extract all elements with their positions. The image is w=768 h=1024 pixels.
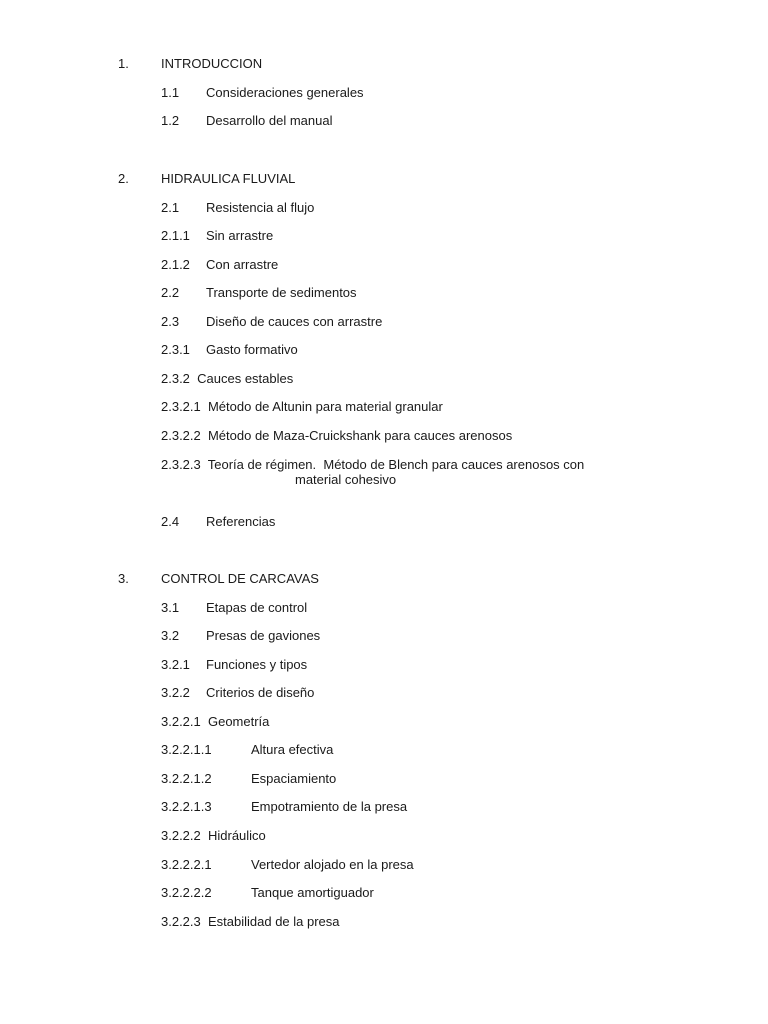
toc-title: Diseño de cauces con arrastre bbox=[206, 314, 383, 329]
toc-number: 3.2.1 bbox=[161, 657, 190, 672]
toc-number: 2. bbox=[118, 171, 129, 186]
toc-number: 3.2.2.1.2 bbox=[161, 771, 212, 786]
toc-entry-continuation: material cohesivo bbox=[295, 472, 397, 487]
toc-title: Presas de gaviones bbox=[206, 628, 321, 643]
toc-number: 2.1.1 bbox=[161, 228, 190, 243]
toc-title: Etapas de control bbox=[206, 600, 308, 615]
toc-number: 2.1.2 bbox=[161, 257, 190, 272]
toc-number: 3.2.2.1.3 bbox=[161, 799, 212, 814]
toc-entry: 2.3.2 Cauces estables bbox=[161, 371, 294, 386]
toc-title: Sin arrastre bbox=[206, 228, 274, 243]
toc-number: 1.2 bbox=[161, 113, 180, 128]
toc-title: Altura efectiva bbox=[251, 742, 334, 757]
toc-title: Empotramiento de la presa bbox=[251, 799, 408, 814]
toc-title: HIDRAULICA FLUVIAL bbox=[161, 171, 296, 186]
toc-number: 1. bbox=[118, 56, 129, 71]
toc-number: 2.3.1 bbox=[161, 342, 190, 357]
toc-title: Funciones y tipos bbox=[206, 657, 308, 672]
toc-number: 3.2.2.2.2 bbox=[161, 885, 212, 900]
toc-entry: 3.2.2.2 Hidráulico bbox=[161, 828, 266, 843]
toc-title: Tanque amortiguador bbox=[251, 885, 374, 900]
toc-title: Referencias bbox=[206, 514, 276, 529]
toc-title: INTRODUCCION bbox=[161, 56, 263, 71]
toc-number: 3.2.2 bbox=[161, 685, 190, 700]
toc-title: Espaciamiento bbox=[251, 771, 337, 786]
toc-number: 1.1 bbox=[161, 85, 180, 100]
toc-entry: 2.3.2.1 Método de Altunin para material granular bbox=[161, 399, 443, 414]
toc-title: Consideraciones generales bbox=[206, 85, 364, 100]
toc-number: 3. bbox=[118, 571, 129, 586]
toc-title: Con arrastre bbox=[206, 257, 279, 272]
toc-number: 2.1 bbox=[161, 200, 180, 215]
toc-number: 3.2 bbox=[161, 628, 180, 643]
toc-title: Gasto formativo bbox=[206, 342, 298, 357]
toc-number: 2.2 bbox=[161, 285, 180, 300]
toc-title: Resistencia al flujo bbox=[206, 200, 315, 215]
toc-number: 3.2.2.1.1 bbox=[161, 742, 212, 757]
toc-entry: 2.3.2.2 Método de Maza-Cruickshank para cauces arenosos bbox=[161, 428, 513, 443]
toc-title: Desarrollo del manual bbox=[206, 113, 333, 128]
toc-entry: 2.3.2.3 Teoría de régimen. Método de Blench para cauces arenosos con bbox=[161, 457, 585, 472]
toc-entry: 3.2.2.1 Geometría bbox=[161, 714, 270, 729]
toc-title: Criterios de diseño bbox=[206, 685, 315, 700]
toc-title: Vertedor alojado en la presa bbox=[251, 857, 414, 872]
toc-number: 2.4 bbox=[161, 514, 180, 529]
toc-number: 2.3 bbox=[161, 314, 180, 329]
toc-number: 3.2.2.2.1 bbox=[161, 857, 212, 872]
toc-number: 3.1 bbox=[161, 600, 180, 615]
toc-title: Transporte de sedimentos bbox=[206, 285, 357, 300]
toc-title: CONTROL DE CARCAVAS bbox=[161, 571, 319, 586]
toc-entry: 3.2.2.3 Estabilidad de la presa bbox=[161, 914, 340, 929]
